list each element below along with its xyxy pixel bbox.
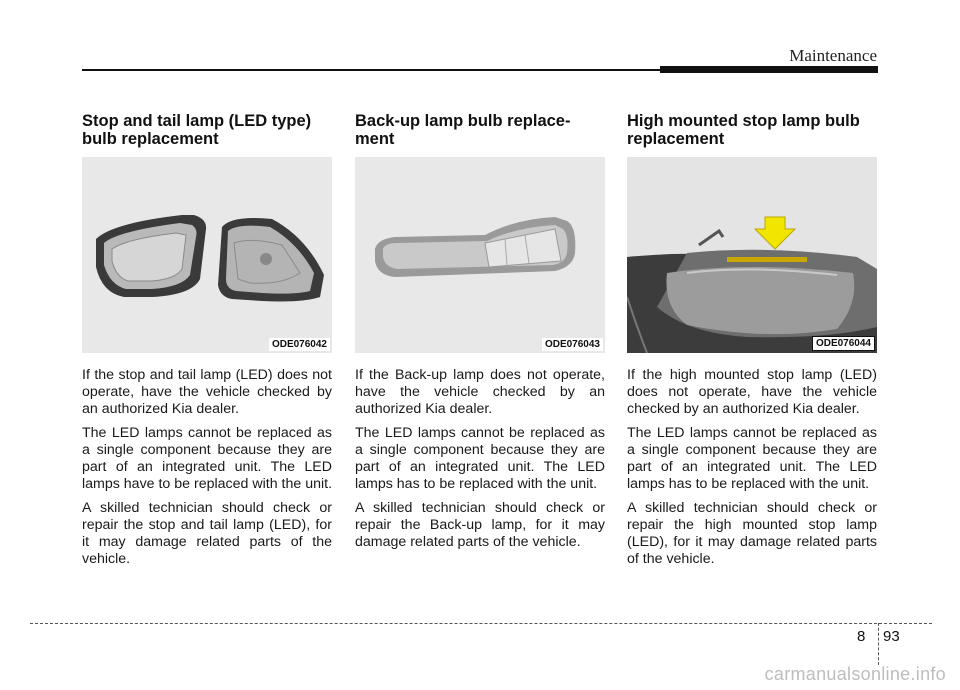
figure-tail-lamp [82,157,332,353]
section-body [627,367,877,568]
section-title-line: ment [355,130,395,148]
paragraph: The LED lamps cannot be replaced as a single component because they are part of an integrated unit. The LED lamps has to be replaced with the unit. [627,425,877,492]
paragraph: A skilled technician should check or repair the Back-up lamp, for it may damage related parts of the vehicle. [355,500,605,550]
paragraph: A skilled technician should check or repair the stop and tail lamp (LED), for it may damage related parts of the vehicle. [82,500,332,567]
paragraph: A skilled technician should check or repair the high mounted stop lamp (LED), for it may damage related parts of the vehicle. [627,500,877,567]
footer-divider [878,623,879,665]
paragraph: If the stop and tail lamp (LED) does not operate, have the vehicle checked by an authorized Kia dealer. [82,367,332,417]
page-number: 93 [883,628,900,645]
section-title [82,112,332,148]
section-backup-lamp [355,112,605,558]
section-title-line: replacement [627,130,725,148]
figure-code: ODE076043 [542,338,603,351]
section-high-mounted-stop-lamp [627,112,877,575]
header-rule [82,69,662,71]
figure-high-mounted-stop-lamp [627,157,877,353]
paragraph: If the Back-up lamp does not operate, have the vehicle checked by an authorized Kia dealer. [355,367,605,417]
figure-backup-lamp [355,157,605,353]
section-title-line: Stop and tail lamp (LED type) [82,112,312,130]
section-title-line: Back-up lamp bulb replace- [355,112,571,130]
section-title-line: bulb replacement [82,130,219,148]
paragraph: If the high mounted stop lamp (LED) does not operate, have the vehicle checked by an authorized Kia dealer. [627,367,877,417]
section-body [82,367,332,568]
tail-lamp-illustration [82,157,332,353]
figure-code: ODE076042 [269,338,330,351]
section-title-line: High mounted stop lamp bulb [627,112,860,130]
chapter-number: 8 [857,628,866,645]
footer-rule [30,623,932,624]
figure-code: ODE076044 [812,336,875,351]
paragraph: The LED lamps cannot be replaced as a single component because they are part of an integrated unit. The LED lamps has to be replaced with the unit. [355,425,605,492]
section-body [355,367,605,551]
header-rule-accent [660,66,878,73]
watermark: carmanualsonline.info [764,664,946,684]
rear-hatch-illustration [627,157,877,353]
section-title [355,112,605,148]
section-title [627,112,877,148]
paragraph: The LED lamps cannot be replaced as a single component because they are part of an integrated unit. The LED lamps have to be replaced with the unit. [82,425,333,492]
section-stop-tail-lamp [82,112,332,575]
backup-lamp-illustration [355,157,605,353]
page-header-title: Maintenance [789,46,877,65]
